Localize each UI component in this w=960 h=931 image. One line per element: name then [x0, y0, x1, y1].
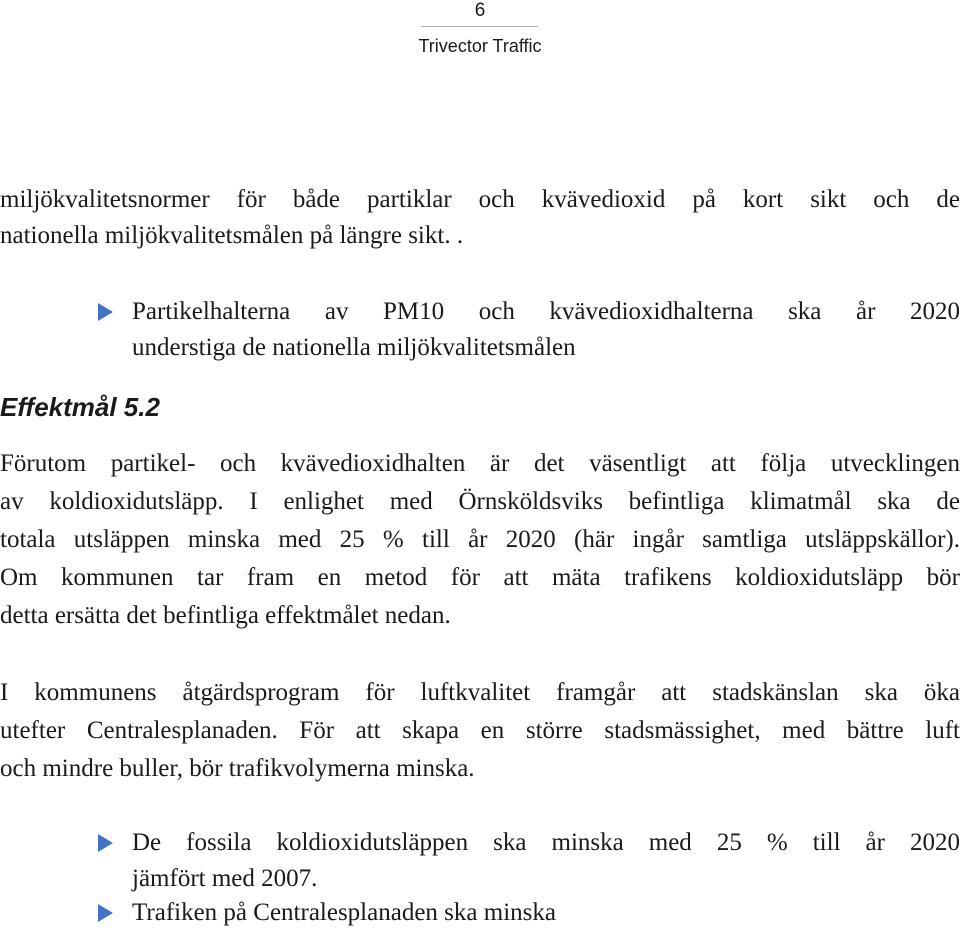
para-1-line-4: Om kommunen tar fram en metod för att mäta trafikens koldioxidutsläpp bör — [0, 564, 960, 591]
para-1-line-1: Förutom partikel- och kvävedioxidhalten är det väsentligt att följa utvecklingen — [0, 450, 960, 477]
bullet-triangle-icon — [98, 303, 113, 321]
header-divider — [421, 26, 538, 27]
bullet-triangle-icon — [98, 904, 113, 922]
paragraph-effektmal — [0, 445, 960, 635]
page-number: 6 — [474, 0, 486, 21]
bullet-text — [132, 825, 960, 897]
bullet-2-line-1: De fossila koldioxidutsläppen ska minska med 25 % till år 2020 — [132, 829, 960, 856]
para-2-line-1: I kommunens åtgärdsprogram för luftkvalitet framgår att stadskänslan ska öka — [0, 679, 960, 706]
para-2-line-3: och mindre buller, bör trafikvolymerna minska. — [0, 755, 475, 782]
section-heading: Effektmål 5.2 — [0, 392, 160, 422]
bullet-text — [132, 294, 960, 366]
intro-line-1: miljökvalitetsnormer för både partiklar och kvävedioxid på kort sikt och de — [0, 186, 960, 213]
bullet-3-line-1: Trafiken på Centralesplanaden ska minska — [132, 899, 556, 926]
bullet-2-line-2: jämfört med 2007. — [132, 865, 318, 892]
para-1-line-5: detta ersätta det befintliga effektmålet nedan. — [0, 602, 451, 629]
bullet-1-line-1: Partikelhalterna av PM10 och kvävedioxidhalterna ska år 2020 — [132, 298, 960, 325]
bullet-1-line-2: understiga de nationella miljökvalitetsmålen — [132, 334, 576, 361]
intro-paragraph — [0, 182, 960, 254]
intro-line-2: nationella miljökvalitetsmålen på längre sikt. . — [0, 222, 464, 249]
header-company-name: Trivector Traffic — [418, 36, 542, 56]
para-1-line-3: totala utsläppen minska med 25 % till år 2020 (här ingår samtliga utsläppskällor). — [0, 526, 960, 553]
bullet-triangle-icon — [98, 834, 113, 852]
para-2-line-2: utefter Centralesplanaden. För att skapa en större stadsmässighet, med bättre luft — [0, 717, 960, 744]
bullet-text — [132, 895, 960, 931]
para-1-line-2: av koldioxidutsläpp. I enlighet med Örnsköldsviks befintliga klimatmål ska de — [0, 488, 960, 515]
paragraph-atgardsprogram — [0, 674, 960, 788]
